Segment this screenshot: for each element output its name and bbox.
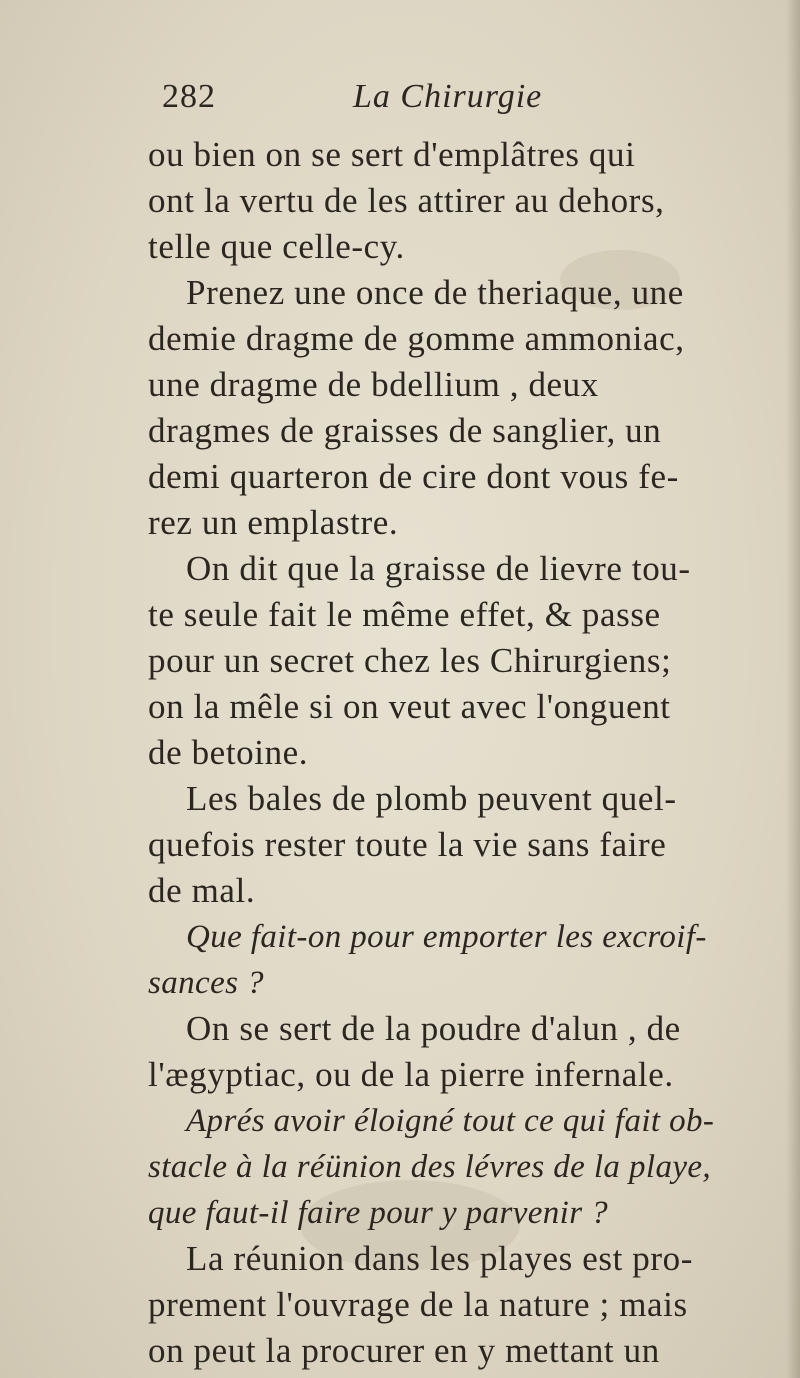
text-line: Prenez une once de theriaque, une	[186, 273, 684, 312]
page-header	[148, 78, 748, 132]
text-line: rez un emplastre.	[148, 503, 399, 542]
text-line: On se sert de la poudre d'alun , de	[186, 1009, 681, 1048]
text-line: que faut-il faire pour y parvenir ?	[148, 1195, 609, 1231]
text-line: dragmes de graisses de sanglier, un	[148, 411, 662, 450]
text-line: l'ægyptiac, ou de la pierre infernale.	[148, 1055, 674, 1094]
text-block	[148, 78, 748, 1374]
text-line: stacle à la réünion des lévres de la playe,	[148, 1149, 712, 1185]
text-line: quefois rester toute la vie sans faire	[148, 825, 667, 864]
text-line: te seule fait le même effet, & passe	[148, 595, 661, 634]
text-line: on peut la procurer en y mettant un	[148, 1331, 660, 1370]
page-number: 282	[162, 78, 216, 115]
page-gutter-shadow	[786, 0, 800, 1378]
text-line: une dragme de bdellium , deux	[148, 365, 599, 404]
text-line: Que fait-on pour emporter les excroif-	[186, 919, 707, 955]
text-line: de betoine.	[148, 733, 309, 772]
text-line: telle que celle-cy.	[148, 227, 405, 266]
text-line: de mal.	[148, 871, 256, 910]
text-line: pour un secret chez les Chirurgiens;	[148, 641, 672, 680]
text-line: demi quarteron de cire dont vous fe-	[148, 457, 679, 496]
text-line: Les bales de plomb peuvent quel-	[186, 779, 677, 818]
text-line: on la mêle si on veut avec l'onguent	[148, 687, 671, 726]
text-line: ont la vertu de les attirer au dehors,	[148, 181, 665, 220]
text-line: sances ?	[148, 965, 264, 1001]
running-head: La Chirurgie	[353, 78, 543, 115]
text-line: ou bien on se sert d'emplâtres qui	[148, 135, 636, 174]
text-line: La réunion dans les playes est pro-	[186, 1239, 693, 1278]
text-line: On dit que la graisse de lievre tou-	[186, 549, 691, 588]
text-line: prement l'ouvrage de la nature ; mais	[148, 1285, 688, 1324]
text-line: demie dragme de gomme ammoniac,	[148, 319, 685, 358]
text-line: Aprés avoir éloigné tout ce qui fait ob-	[186, 1103, 715, 1139]
body-text	[148, 132, 748, 1374]
